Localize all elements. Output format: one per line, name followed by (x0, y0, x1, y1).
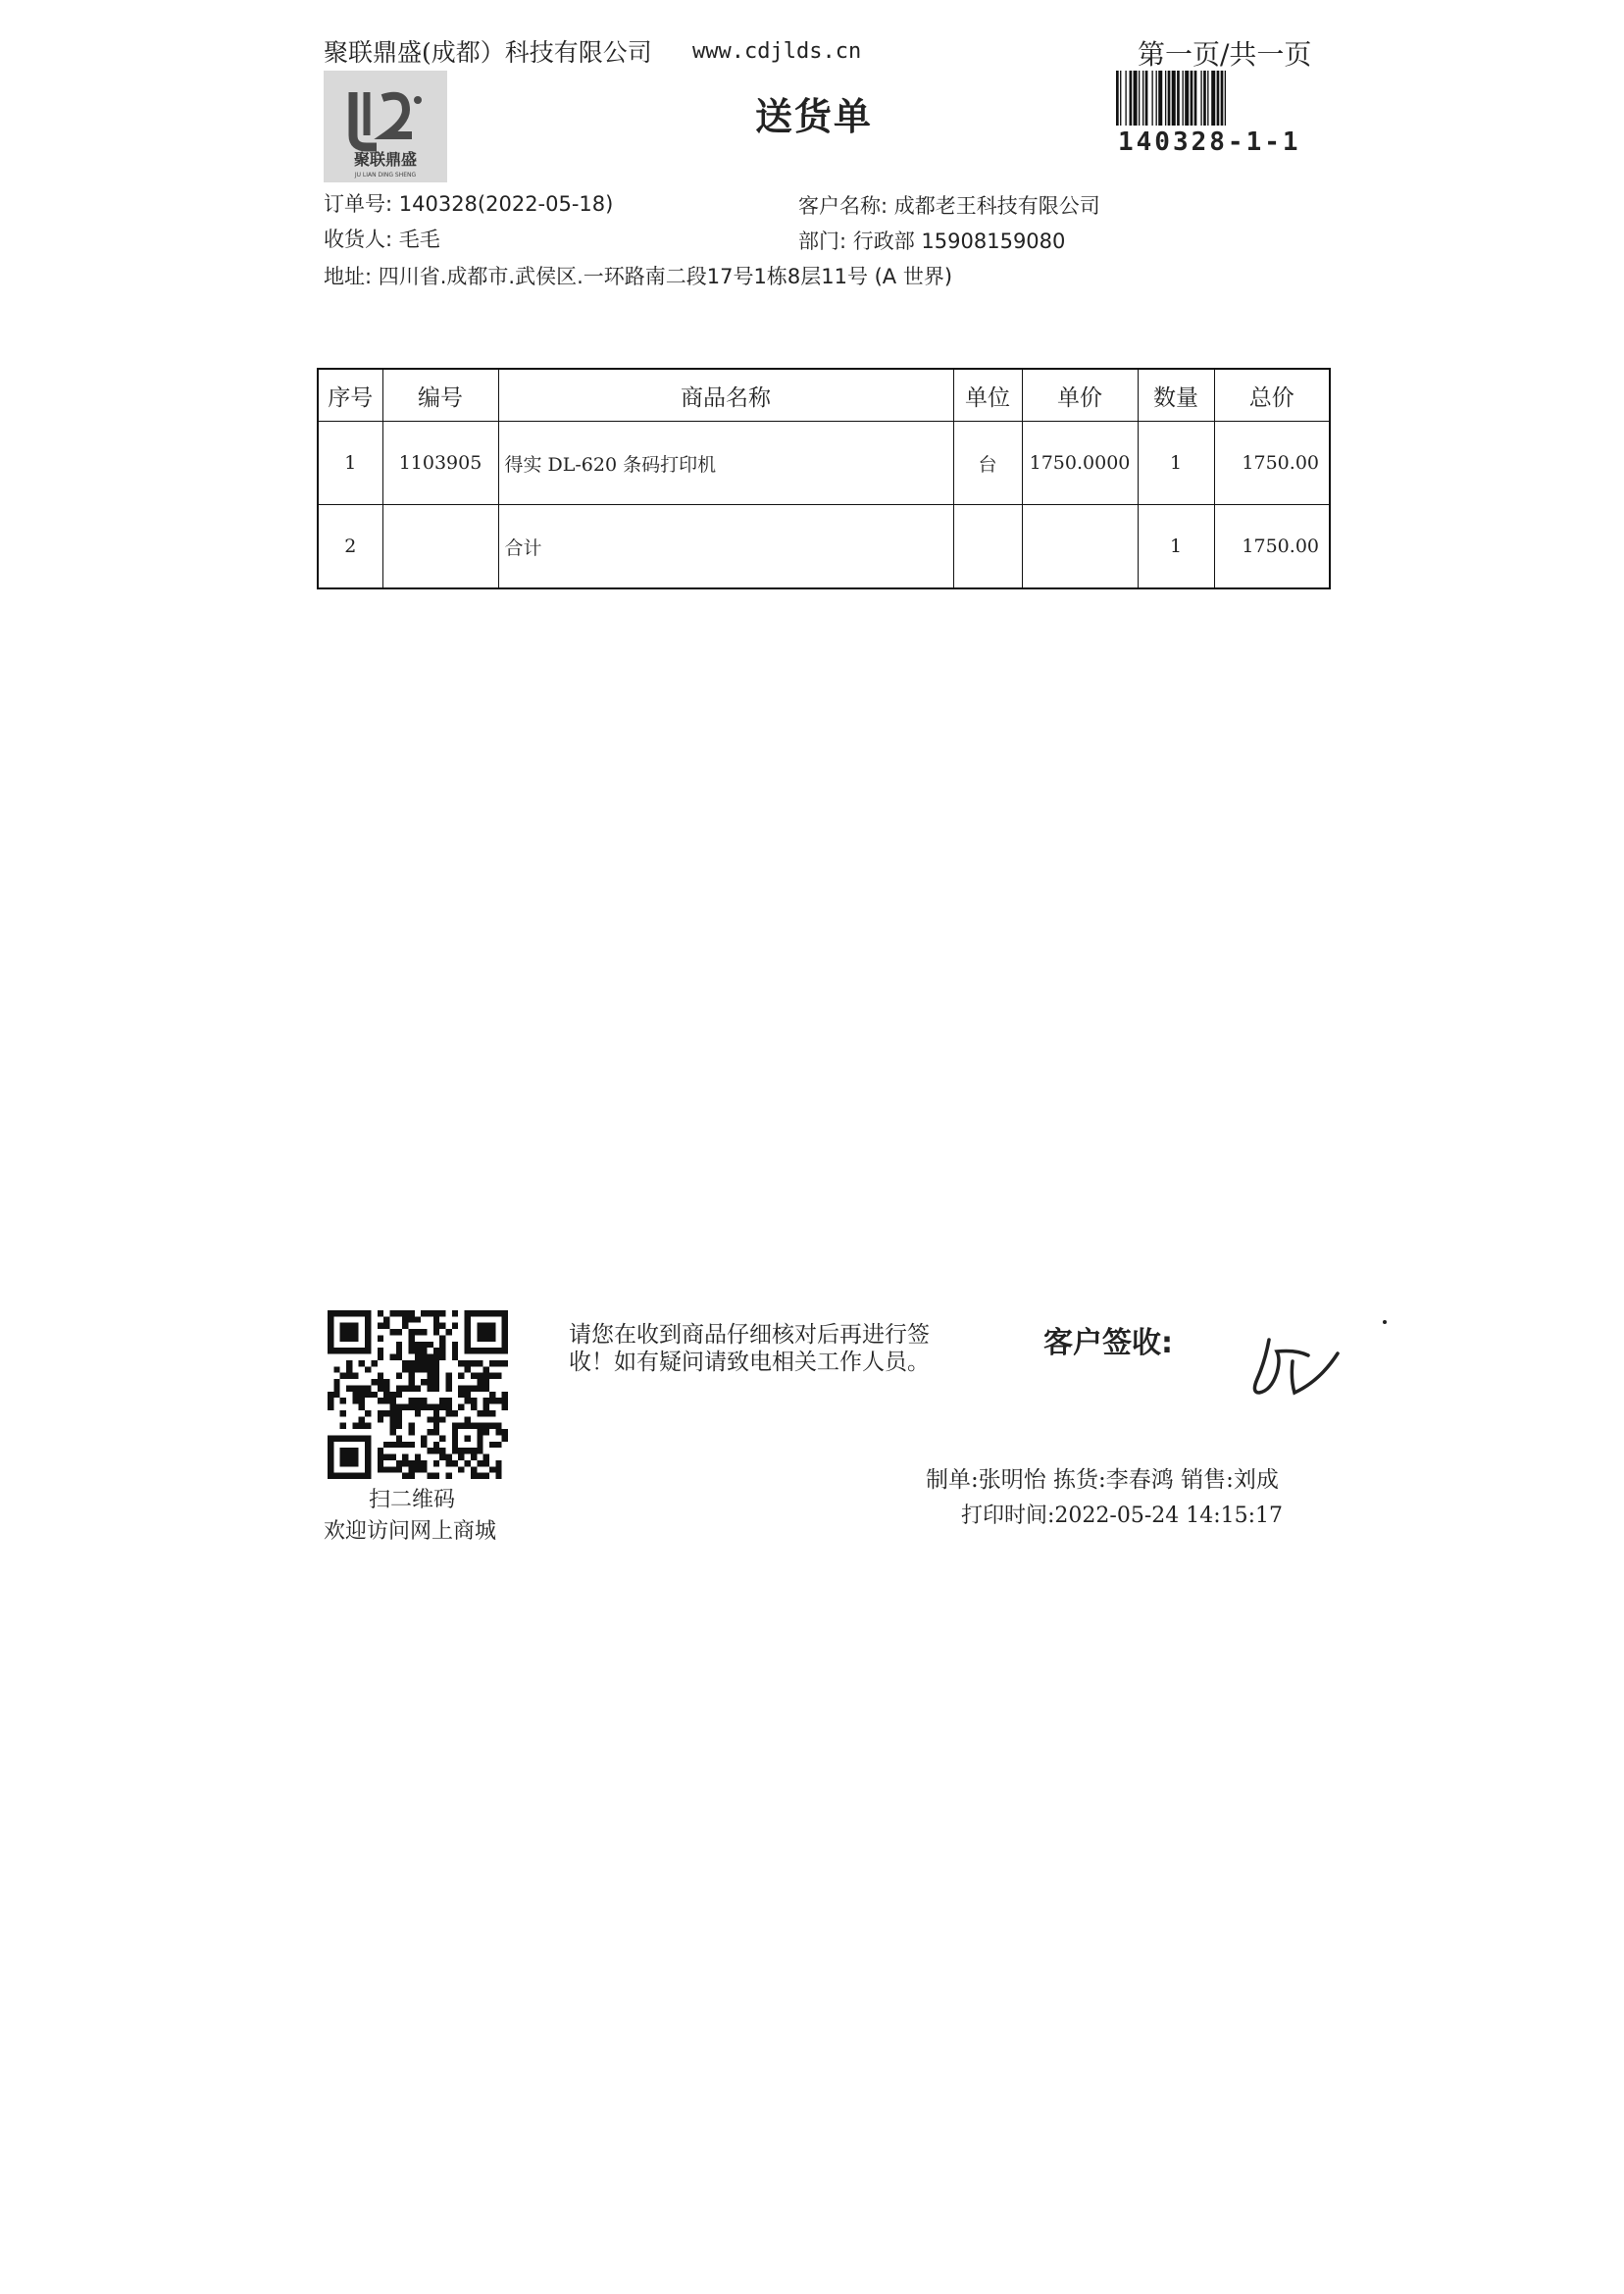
notice-text: 请您在收到商品仔细核对后再进行签 (569, 1322, 930, 1348)
qr-caption: 扫二维码 (369, 1488, 456, 1512)
cell-code (382, 505, 498, 589)
address: 地址: 四川省.成都市.武侯区.一环路南二段17号1栋8层11号 (A 世界) (324, 265, 953, 288)
qr-code (328, 1310, 508, 1479)
column-header: 单价 (1022, 369, 1138, 422)
cell-quantity: 1 (1138, 505, 1214, 589)
print-time: 打印时间:2022-05-24 14:15:17 (961, 1504, 1284, 1528)
cell-unit (953, 505, 1022, 589)
cell-unit-price (1022, 505, 1138, 589)
table-header-row (318, 369, 1330, 422)
barcode-number: 140328-1-1 (1118, 127, 1301, 157)
cell-unit-price: 1750.0000 (1022, 422, 1138, 505)
cell-code: 1103905 (382, 422, 498, 505)
staff-info: 制单:张明怡 拣货:李春鸿 销售:刘成 (926, 1467, 1279, 1493)
company-website: www.cdjlds.cn (692, 39, 862, 64)
items-table (317, 368, 1331, 589)
column-header: 单位 (953, 369, 1022, 422)
column-header: 编号 (382, 369, 498, 422)
cell-total: 1750.00 (1214, 505, 1330, 589)
table-row (318, 422, 1330, 505)
notice-text: 收！如有疑问请致电相关工作人员。 (569, 1350, 930, 1375)
order-number: 订单号: 140328(2022-05-18) (324, 192, 614, 216)
cell-quantity: 1 (1138, 422, 1214, 505)
company-logo (324, 71, 447, 182)
column-header: 总价 (1214, 369, 1330, 422)
customer-name: 客户名称: 成都老王科技有限公司 (798, 194, 1100, 218)
customer-sign-label: 客户签收: (1043, 1326, 1173, 1360)
handwritten-signature (1238, 1310, 1395, 1408)
column-header: 商品名称 (498, 369, 953, 422)
cell-total: 1750.00 (1214, 422, 1330, 505)
department: 部门: 行政部 15908159080 (798, 229, 1066, 253)
table-row (318, 505, 1330, 589)
document-title: 送货单 (755, 94, 874, 138)
barcode (1116, 71, 1322, 126)
column-header: 数量 (1138, 369, 1214, 422)
cell-product-name: 合计 (498, 505, 953, 589)
page-indicator: 第一页/共一页 (1138, 38, 1312, 71)
cell-index: 1 (318, 422, 382, 505)
logo-text: 聚联鼎盛 (353, 150, 418, 169)
qr-caption-shop: 欢迎访问网上商城 (324, 1519, 497, 1544)
cell-index: 2 (318, 505, 382, 589)
logo-subtext: JU LIAN DING SHENG (354, 172, 417, 178)
company-name: 聚联鼎盛(成都）科技有限公司 (324, 38, 652, 67)
cell-unit: 台 (953, 422, 1022, 505)
cell-product-name: 得实 DL-620 条码打印机 (498, 422, 953, 505)
column-header: 序号 (318, 369, 382, 422)
receiver: 收货人: 毛毛 (324, 228, 440, 251)
